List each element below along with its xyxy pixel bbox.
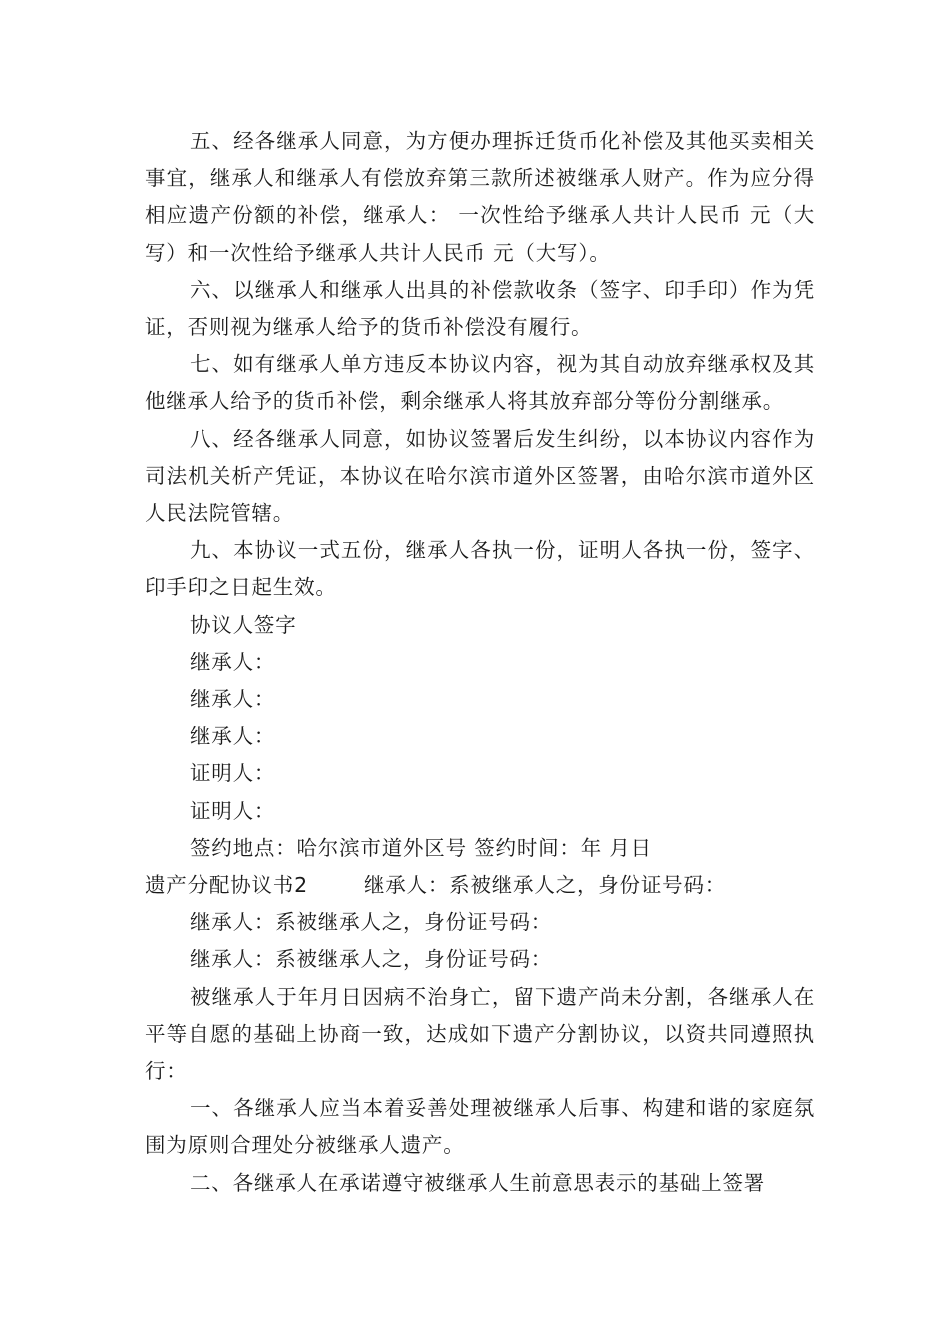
clause-seven: 七、如有继承人单方违反本协议内容，视为其自动放弃继承权及其他继承人给予的货币补偿，剩余继承人将其放弃部分等份分割继承。: [145, 352, 815, 414]
signature-line-witness-1: 证明人：: [190, 761, 276, 786]
second-agreement-first-heir: 继承人：系被继承人之，身份证号码：: [363, 873, 727, 898]
heir-line-3: 继承人：系被继承人之，身份证号码：: [190, 947, 553, 972]
signature-line-heir-2: 继承人：: [190, 687, 276, 712]
clause-six: 六、以继承人和继承人出具的补偿款收条（签字、印手印）作为凭证，否则视为继承人给予的货币补偿没有履行。: [145, 277, 815, 340]
signature-line-heir-3: 继承人：: [190, 724, 276, 749]
heir-line-2: 继承人：系被继承人之，身份证号码：: [190, 910, 553, 935]
clause-one: 一、各继承人应当本着妥善处理被继承人后事、构建和谐的家庭氛围为原则合理处分被继承人遗产。: [145, 1096, 815, 1158]
signature-line-heir-1: 继承人：: [190, 649, 276, 674]
second-agreement-title: 遗产分配协议书2: [145, 873, 308, 898]
document-body: [145, 123, 815, 1202]
clause-five: 五、经各继承人同意，为方便办理拆迁货币化补偿及其他买卖相关事宜，继承人和继承人有偿放弃第三款所述被继承人财产。作为应分得相应遗产份额的补偿，继承人： 一次性给予继承人共计人民币 元（大写）和一次性给予继承人共计人民币 元（大写）。: [145, 129, 815, 265]
clause-eight: 八、经各继承人同意，如协议签署后发生纠纷，以本协议内容作为司法机关析产凭证，本协议在哈尔滨市道外区签署，由哈尔滨市道外区人民法院管辖。: [145, 426, 815, 526]
signature-heading: 协议人签字: [190, 612, 297, 637]
clause-nine: 九、本协议一式五份，继承人各执一份，证明人各执一份，签字、印手印之日起生效。: [145, 538, 815, 600]
signing-info: 签约地点：哈尔滨市道外区号 签约时间：年 月日: [190, 835, 652, 860]
clause-two: 二、各继承人在承诺遵守被继承人生前意思表示的基础上签署: [190, 1170, 766, 1195]
signature-line-witness-2: 证明人：: [190, 798, 276, 823]
second-agreement-header-line: [145, 867, 815, 904]
preamble-paragraph: 被继承人于年月日因病不治身亡，留下遗产尚未分割，各继承人在平等自愿的基础上协商一致，达成如下遗产分割协议，以资共同遵照执行：: [145, 984, 815, 1084]
